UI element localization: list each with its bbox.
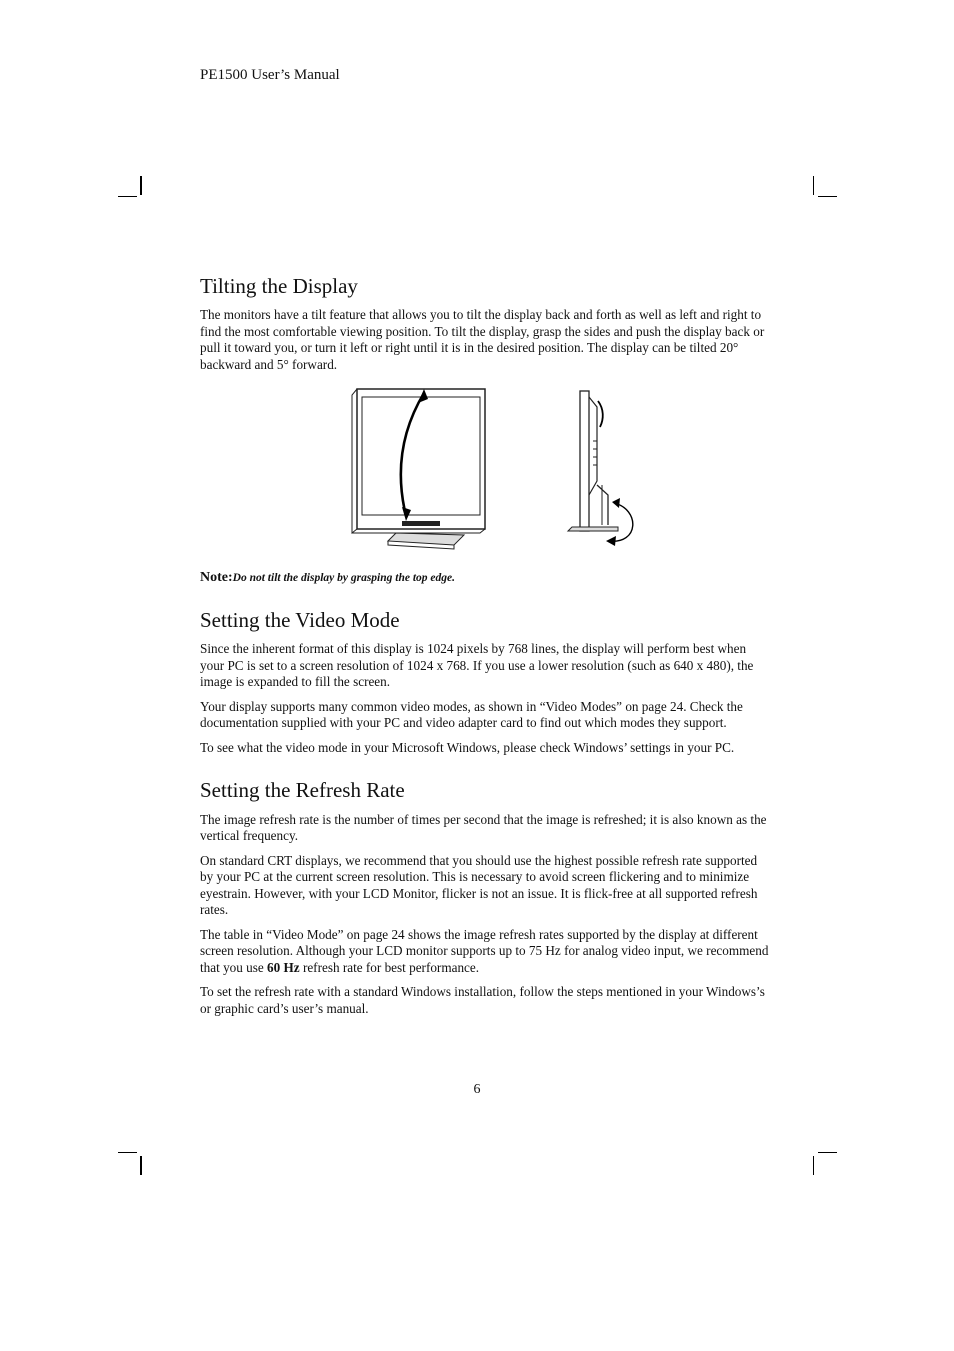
paragraph: To see what the video mode in your Microsoft Windows, please check Windows’ settings in your PC. — [200, 739, 735, 755]
crop-mark-tl-v — [140, 176, 142, 195]
section-title: Tilting the Display — [200, 274, 358, 298]
crop-mark-tr-v — [813, 176, 814, 195]
paragraph: On standard CRT displays, we recommend that you should use the highest possible refresh rate supported by your PC at the current screen resolution. This is necessary to avoid screen flickering and to minimize eyestrain. However, with your LCD Monitor, flicker is not an issue. It is flick-free at all supported refresh rates. — [200, 852, 758, 918]
paragraph-text: refresh rate for best performance. — [299, 959, 480, 975]
paragraph: Your display supports many common video modes, as shown in “Video Modes” on page 24. Check the documentation supplied with your PC and video adapter card to find out which modes they support. — [200, 698, 743, 731]
section-title: Setting the Refresh Rate — [200, 778, 405, 803]
crop-mark-tl-h — [118, 196, 137, 197]
note — [200, 569, 770, 586]
section-title: Setting the Video Mode — [200, 608, 400, 633]
paragraph: The monitors have a tilt feature that allows you to tilt the display back and forth as well as left and right to find the most comfortable viewing position. To tilt the display, grasp the sides and push the display back or pull it toward you, or turn it left or right until it is in the desired position. The display can be tilted 20° backward and 5° forward. — [200, 307, 765, 372]
paragraph — [200, 927, 770, 977]
paragraph: The image refresh rate is the number of times per second that the image is refreshed; it is also known as the vertical frequency. — [200, 811, 767, 844]
crop-mark-bl-h — [118, 1152, 137, 1153]
paragraph-text: The table in “Video Mode” on page 24 shows the image refresh rates supported by the display at different screen resolution. Although your LCD monitor supports up to 75 Hz for analog video input, we recommend that you use — [200, 926, 769, 975]
section-refresh-rate — [200, 778, 770, 1017]
section-tilting — [200, 274, 770, 586]
page-content — [200, 274, 770, 1025]
crop-mark-bl-v — [140, 1156, 142, 1175]
refresh-rate-emphasis: 60 Hz — [267, 959, 300, 975]
page-number: 6 — [473, 1082, 481, 1097]
paragraph: To set the refresh rate with a standard Windows installation, follow the steps mentioned in your Windows’s or graphic card’s user’s manual. — [200, 984, 765, 1016]
section-video-mode — [200, 608, 770, 756]
monitor-front-tilt-icon — [344, 385, 496, 557]
note-text: Do not tilt the display by grasping the top edge. — [232, 572, 455, 585]
paragraph: Since the inherent format of this display is 1024 pixels by 768 lines, the display will perform best when your PC is set to a screen resolution of 1024 x 768. If you use a lower resolution (such as 640 x 480), the image is expanded to fill the screen. — [200, 641, 754, 690]
crop-mark-br-h — [818, 1152, 837, 1153]
crop-mark-br-v — [813, 1156, 814, 1175]
tilt-figure — [200, 381, 770, 563]
monitor-side-tilt-icon — [564, 385, 654, 557]
running-header: PE1500 User’s Manual — [200, 67, 340, 83]
crop-mark-tr-h — [818, 196, 837, 197]
note-label: Note: — [200, 570, 233, 586]
